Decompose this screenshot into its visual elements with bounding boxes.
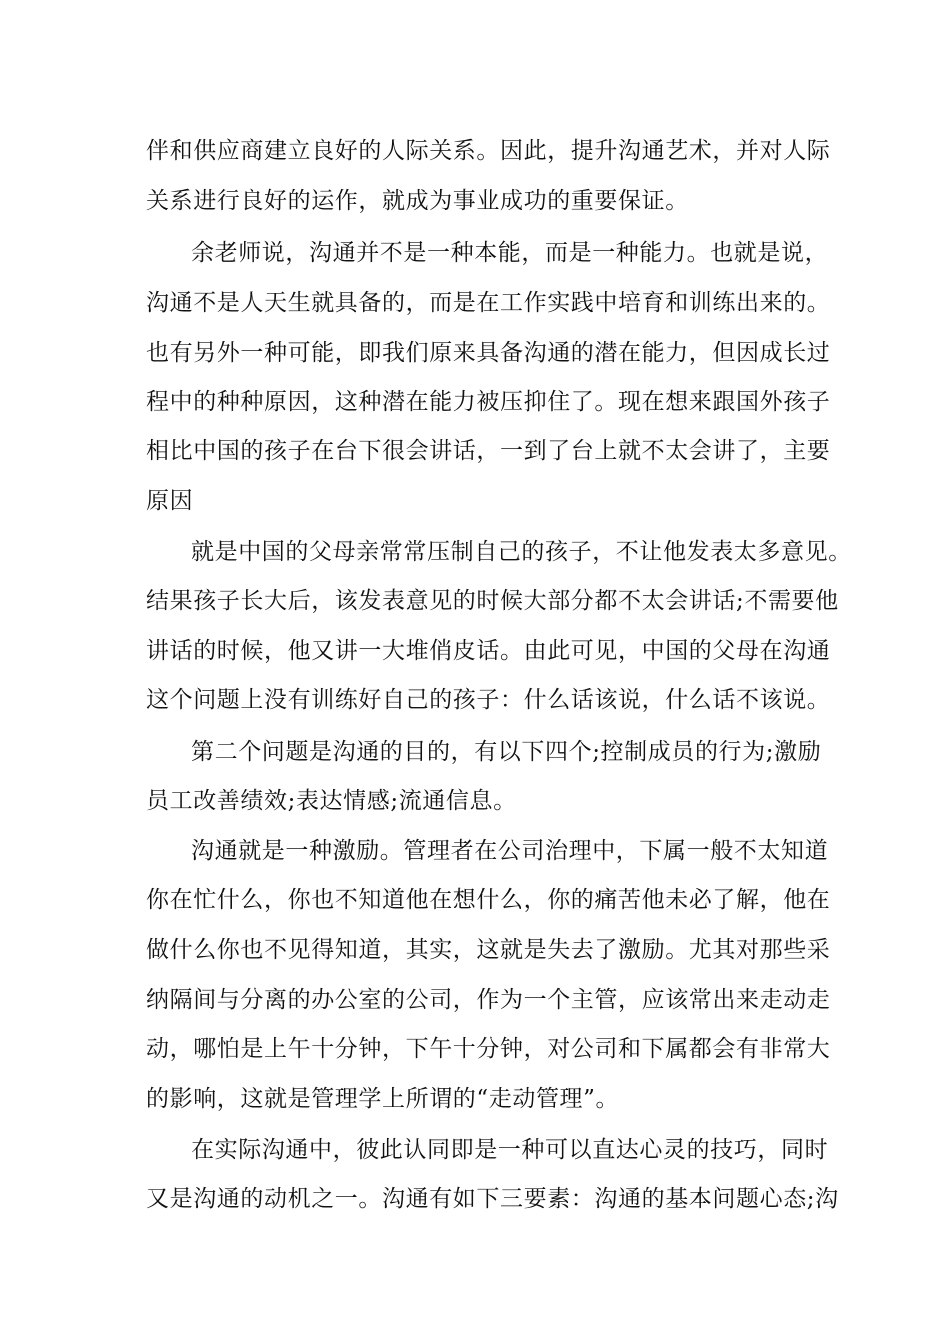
paragraph-first-line: 就是中国的父母亲常常压制自己的孩子，不让他发表太多意见。 [191, 539, 852, 565]
text-line: 伴和供应商建立良好的人际关系。因此，提升沟通艺术，并对人际 [146, 138, 831, 164]
text-line: 员工改善绩效;表达情感;流通信息。 [146, 788, 517, 814]
paragraph-first-line: 在实际沟通中，彼此认同即是一种可以直达心灵的技巧，同时 [191, 1137, 829, 1163]
text-line: 讲话的时候，他又讲一大堆俏皮话。由此可见，中国的父母在沟通 [146, 638, 831, 664]
paragraph-first-line: 余老师说，沟通并不是一种本能，而是一种能力。也就是说， [191, 240, 829, 266]
text-line: 关系进行良好的运作，就成为事业成功的重要保证。 [146, 188, 689, 214]
text-line: 你在忙什么，你也不知道他在想什么，你的痛苦他未必了解，他在 [146, 887, 831, 913]
text-line: 也有另外一种可能，即我们原来具备沟通的潜在能力，但因成长过 [146, 340, 831, 366]
text-line: 的影响，这就是管理学上所谓的“走动管理”。 [146, 1086, 620, 1112]
text-line: 沟通不是人天生就具备的，而是在工作实践中培育和训练出来的。 [146, 290, 831, 316]
paragraph-first-line: 沟通就是一种激励。管理者在公司治理中，下属一般不太知道 [191, 838, 829, 864]
text-line: 程中的种种原因，这种潜在能力被压抑住了。现在想来跟国外孩子 [146, 389, 831, 415]
text-line: 做什么你也不见得知道，其实，这就是失去了激励。尤其对那些采 [146, 937, 831, 963]
text-line: 相比中国的孩子在台下很会讲话，一到了台上就不太会讲了，主要 [146, 438, 831, 464]
text-line: 结果孩子长大后，该发表意见的时候大部分都不太会讲话;不需要他 [146, 588, 839, 614]
paragraph-first-line: 第二个问题是沟通的目的，有以下四个;控制成员的行为;激励 [191, 739, 822, 765]
text-line: 纳隔间与分离的办公室的公司，作为一个主管，应该常出来走动走 [146, 987, 831, 1013]
text-line: 这个问题上没有训练好自己的孩子：什么话该说，什么话不该说。 [146, 687, 831, 713]
text-line: 又是沟通的动机之一。沟通有如下三要素：沟通的基本问题心态;沟 [146, 1186, 839, 1212]
text-line: 原因 [146, 488, 194, 514]
text-line: 动，哪怕是上午十分钟，下午十分钟，对公司和下属都会有非常大 [146, 1036, 831, 1062]
